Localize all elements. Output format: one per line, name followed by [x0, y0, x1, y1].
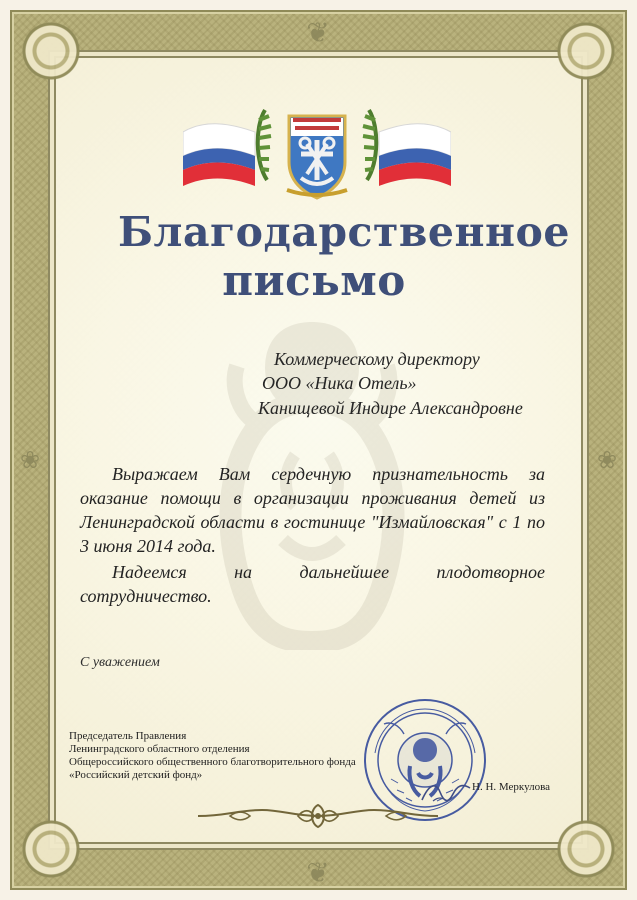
- left-ornament-icon: ❀: [19, 446, 41, 474]
- gratitude-text: [80, 462, 545, 608]
- bottom-ornament-icon: ❦: [306, 856, 330, 889]
- signatory-line-4: «Российский детский фонд»: [69, 769, 203, 781]
- signatory-line-1: Председатель Правления: [69, 730, 187, 742]
- regards-text: С уважением: [80, 655, 160, 670]
- recipient-line-3: Канищевой Индире Александровне: [258, 398, 523, 418]
- signatory-line-3: Общероссийского общественного благотворительного фонда: [69, 756, 356, 768]
- title-line-1: Благодарственное: [118, 208, 570, 256]
- signatory-block: [69, 730, 389, 782]
- corner-ornament-icon: [557, 22, 615, 80]
- signatory-line-2: Ленинградского областного отделения: [69, 743, 250, 755]
- right-ornament-icon: ❀: [596, 446, 618, 474]
- recipient-line-1: Коммерческому директору: [274, 349, 480, 369]
- corner-ornament-icon: [22, 820, 80, 878]
- cooperation-paragraph: Надеемся на дальнейшее плодотворное сотрудничество.: [80, 562, 545, 606]
- gratitude-paragraph: Выражаем Вам сердечную признательность за оказание помощи в организации проживания детей из Ленинградской области в гостинице "Измайловская" с 1 по 3 июня 2014 года.: [80, 464, 545, 556]
- bottom-flourish-icon: [190, 797, 446, 835]
- corner-ornament-icon: [22, 22, 80, 80]
- corner-ornament-icon: [557, 820, 615, 878]
- top-ornament-icon: ❦: [306, 16, 330, 49]
- recipient-line-2: ООО «Ника Отель»: [262, 373, 417, 393]
- certificate-title: [118, 206, 570, 314]
- signatory-name: Н. Н. Меркулова: [472, 781, 551, 793]
- title-line-2: письмо: [222, 256, 406, 305]
- flag-emblem-icon: [183, 104, 451, 202]
